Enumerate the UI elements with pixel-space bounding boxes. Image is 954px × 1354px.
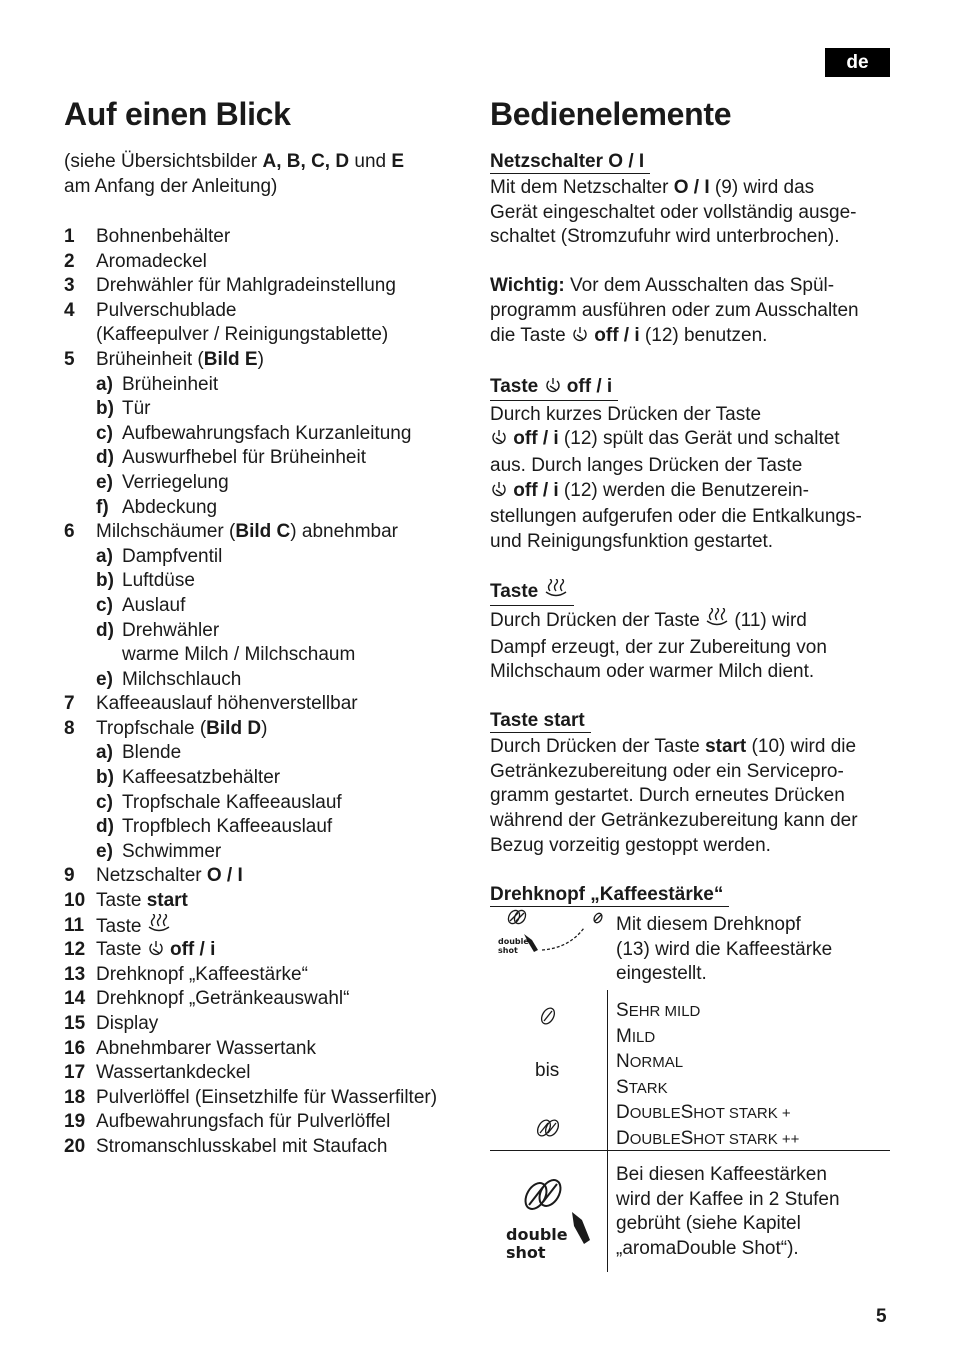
list-item bbox=[64, 889, 474, 914]
section-drehknopf bbox=[490, 883, 890, 909]
list-item-text: Luftdüse bbox=[122, 570, 195, 592]
list-item-text: Drehknopf „Kaffeestärke“ bbox=[96, 963, 308, 985]
list-item bbox=[64, 766, 474, 791]
list-item bbox=[64, 864, 474, 889]
section-netzschalter: Netzschalter O / I Mit dem Netzschalter O / I (9) wird das Gerät eingeschaltet oder vollständig ausge- schaltet (Stromzufuhr wird unterbrochen). bbox=[490, 151, 857, 248]
strength-level: DOUBLESHOT STARK + bbox=[616, 1102, 791, 1124]
list-item bbox=[64, 422, 474, 447]
list-item-text: Pulverlöffel (Einsetzhilfe für Wasserfilter) bbox=[96, 1086, 438, 1108]
power-icon bbox=[490, 480, 508, 506]
list-item-text: Stromanschlusskabel mit Staufach bbox=[96, 1135, 388, 1157]
list-item-number: d) bbox=[96, 816, 114, 838]
section-taste-steam: Taste Durch Drücken der Taste (11) wird Dampf erzeugt, der zur Zubereitung von Milchschaum oder warmer Milch dient. bbox=[490, 580, 827, 683]
list-item-number: e) bbox=[96, 840, 113, 862]
list-item-text: Tropfblech Kaffeeauslauf bbox=[122, 816, 333, 838]
list-item-number: d) bbox=[96, 447, 114, 469]
list-item-text: Kaffeeauslauf höhenverstellbar bbox=[96, 693, 358, 715]
list-item-number: 15 bbox=[64, 1013, 86, 1034]
list-item-number: 16 bbox=[64, 1037, 86, 1059]
strength-level: DOUBLESHOT STARK ++ bbox=[616, 1127, 800, 1149]
steam-icon bbox=[544, 579, 568, 605]
list-item bbox=[64, 643, 474, 668]
page-title-left: Auf einen Blick bbox=[64, 96, 291, 132]
controls-section bbox=[490, 150, 890, 909]
list-item bbox=[64, 250, 474, 275]
list-item bbox=[64, 815, 474, 840]
heading-taste-steam: Taste bbox=[490, 579, 574, 606]
list-item-text: Milchschlauch bbox=[122, 668, 242, 690]
power-icon bbox=[490, 428, 508, 454]
list-item-number: b) bbox=[96, 570, 114, 592]
list-item bbox=[64, 520, 474, 545]
list-item-number: b) bbox=[96, 398, 114, 420]
list-item-text: Display bbox=[96, 1013, 159, 1034]
list-item-text: Tropfschale Kaffeeauslauf bbox=[122, 791, 342, 813]
strength-level: MILD bbox=[616, 1025, 656, 1047]
power-icon bbox=[544, 376, 562, 400]
list-item-number: b) bbox=[96, 767, 114, 789]
list-item-text: Kaffeesatzbehälter bbox=[122, 767, 281, 789]
list-item bbox=[64, 619, 474, 644]
list-item-number: 17 bbox=[64, 1062, 86, 1084]
list-item-number: 2 bbox=[64, 250, 75, 272]
list-item bbox=[64, 840, 474, 865]
list-item bbox=[64, 348, 474, 373]
heading-drehknopf: Drehknopf „Kaffeestärke“ bbox=[490, 884, 729, 907]
list-item-text: Brüheinheit bbox=[122, 373, 219, 395]
strength-level: SEHR MILD bbox=[616, 1000, 701, 1021]
list-item-text: Taste start bbox=[96, 890, 188, 912]
power-icon bbox=[147, 939, 165, 965]
list-item bbox=[64, 1012, 474, 1037]
list-item bbox=[64, 397, 474, 422]
list-item bbox=[64, 692, 474, 717]
list-item-number: 18 bbox=[64, 1086, 86, 1108]
list-item bbox=[64, 717, 474, 742]
list-item-text: Drehwähler für Mahlgradeinstellung bbox=[96, 275, 396, 297]
heading-netzschalter: Netzschalter O / I bbox=[490, 151, 650, 174]
list-item bbox=[64, 914, 474, 939]
list-item bbox=[64, 594, 474, 619]
page-title-right: Bedienelemente bbox=[490, 96, 732, 132]
list-item-number: 19 bbox=[64, 1111, 86, 1133]
steam-icon bbox=[147, 914, 171, 942]
list-item bbox=[64, 373, 474, 398]
list-item-number: 1 bbox=[64, 226, 75, 247]
power-icon bbox=[571, 325, 589, 351]
section-taste-start: Taste start Durch Drücken der Taste start (10) wird die Getränkezubereitung oder ein Servicepro- gramm gestartet. Durch erneutes Drücken während der Getränkezubereitung kann der Bezug vorzeitig gestoppt werden. bbox=[490, 710, 858, 856]
list-item-text: Blende bbox=[122, 742, 182, 764]
list-item-number: 13 bbox=[64, 963, 86, 985]
mild-bean-icon bbox=[538, 1004, 558, 1028]
page-number: 5 bbox=[876, 1306, 887, 1327]
intro-text: (siehe Übersichtsbilder A, B, C, D und E am Anfang der Anleitung) bbox=[64, 151, 405, 197]
list-item-text: Netzschalter O / I bbox=[96, 865, 243, 887]
list-item-text: Abdeckung bbox=[122, 496, 218, 518]
heading-taste-off: Taste off / i bbox=[490, 376, 618, 401]
list-item bbox=[64, 496, 474, 521]
list-item-text: Pulverschublade bbox=[96, 299, 237, 321]
list-item bbox=[64, 545, 474, 570]
list-item bbox=[64, 569, 474, 594]
strength-level: STARK bbox=[616, 1076, 668, 1098]
list-item-number: e) bbox=[96, 471, 113, 493]
strength-level: NORMAL bbox=[616, 1051, 684, 1073]
list-item-number: 14 bbox=[64, 988, 86, 1010]
list-item-number: c) bbox=[96, 791, 113, 813]
list-item-text: Bohnenbehälter bbox=[96, 226, 231, 247]
list-item-number: 9 bbox=[64, 865, 75, 887]
svg-text:double: double bbox=[498, 937, 529, 946]
list-item-number: 10 bbox=[64, 890, 86, 912]
list-item-text: Aufbewahrungsfach Kurzanleitung bbox=[122, 422, 412, 444]
knob-description: Mit diesem Drehknopf (13) wird die Kaffeestärke eingestellt. bbox=[616, 914, 833, 985]
list-item bbox=[64, 791, 474, 816]
list-item-number: 12 bbox=[64, 939, 86, 961]
steam-icon bbox=[705, 608, 729, 636]
list-item-number: 11 bbox=[64, 914, 85, 936]
list-item-number: c) bbox=[96, 594, 113, 616]
list-item-text: Dampfventil bbox=[122, 545, 223, 567]
svg-text:shot: shot bbox=[498, 946, 518, 955]
list-item-number: a) bbox=[96, 373, 113, 395]
list-item-text: warme Milch / Milchschaum bbox=[122, 644, 356, 666]
svg-text:shot: shot bbox=[506, 1243, 546, 1262]
double-shot-icon bbox=[502, 1170, 597, 1262]
table-divider-vertical bbox=[607, 990, 608, 1272]
list-item-text: Brüheinheit (Bild E) bbox=[96, 348, 264, 370]
strength-list bbox=[616, 999, 799, 1153]
list-item-text: Auswurfhebel für Brüheinheit bbox=[122, 447, 366, 469]
list-item-number: a) bbox=[96, 545, 113, 567]
list-item bbox=[64, 1135, 474, 1160]
list-item bbox=[64, 963, 474, 988]
list-item-text: Tropfschale (Bild D) bbox=[96, 717, 268, 739]
list-item-text: Milchschäumer (Bild C) abnehmbar bbox=[96, 521, 398, 543]
list-item-number: d) bbox=[96, 619, 114, 641]
list-item-text: Taste off / i bbox=[96, 938, 215, 965]
list-item-number: 7 bbox=[64, 693, 75, 715]
language-tab: de bbox=[825, 48, 890, 77]
list-item-number: e) bbox=[96, 668, 113, 690]
list-item bbox=[64, 1037, 474, 1062]
section-taste-off: Taste off / i Durch kurzes Drücken der Taste off / i (12) spült das Gerät und schaltet aus. Durch langes Drücken der Taste off / i (12) werden die Benutzerein- stellungen aufgerufen oder die Entkalkungs- und Reinigungsfunktion gestartet. bbox=[490, 375, 862, 552]
heading-taste-start: Taste start bbox=[490, 710, 591, 733]
list-item-number: a) bbox=[96, 742, 113, 764]
svg-text:double: double bbox=[506, 1225, 568, 1244]
list-item-text: (Kaffeepulver / Reinigungstablette) bbox=[96, 324, 389, 346]
list-item-number: 5 bbox=[64, 348, 75, 370]
list-item-text: Aufbewahrungsfach für Pulverlöffel bbox=[96, 1111, 391, 1133]
list-item-text: Schwimmer bbox=[122, 840, 222, 862]
list-item-number: 6 bbox=[64, 521, 75, 543]
list-item bbox=[64, 668, 474, 693]
list-item-text: Aromadeckel bbox=[96, 250, 207, 272]
list-item bbox=[64, 225, 474, 250]
section-wichtig: Wichtig: Vor dem Ausschalten das Spül- programm ausführen oder zum Ausschalten die Taste off / i (12) benutzen. bbox=[490, 274, 890, 350]
list-item-text: Abnehmbarer Wassertank bbox=[96, 1037, 317, 1059]
list-item-text: Drehknopf „Getränkeauswahl“ bbox=[96, 988, 350, 1010]
strength-dial-icon bbox=[494, 908, 606, 958]
list-item bbox=[64, 323, 474, 348]
list-item bbox=[64, 471, 474, 496]
list-item-text: Tür bbox=[122, 398, 151, 420]
list-item bbox=[64, 938, 474, 963]
list-item-text: Wassertankdeckel bbox=[96, 1062, 251, 1084]
parts-list bbox=[64, 225, 474, 1160]
list-item-number: 3 bbox=[64, 275, 75, 297]
list-item bbox=[64, 987, 474, 1012]
list-item bbox=[64, 274, 474, 299]
list-item-number: 4 bbox=[64, 299, 75, 321]
list-item-number: 20 bbox=[64, 1135, 86, 1157]
bis-label: bis bbox=[535, 1060, 560, 1081]
list-item-text: Taste bbox=[96, 914, 171, 942]
list-item bbox=[64, 299, 474, 324]
list-item-number: c) bbox=[96, 422, 113, 444]
list-item-text: Verriegelung bbox=[122, 471, 229, 493]
double-shot-description: Bei diesen Kaffeestärken wird der Kaffee in 2 Stufen gebrüht (siehe Kapitel „aromaDouble Shot“). bbox=[616, 1164, 840, 1259]
list-item bbox=[64, 1086, 474, 1111]
list-item bbox=[64, 1061, 474, 1086]
list-item bbox=[64, 741, 474, 766]
list-item-text: Drehwähler bbox=[122, 619, 220, 641]
list-item bbox=[64, 1110, 474, 1135]
list-item-number: f) bbox=[96, 496, 109, 518]
list-item-number: 8 bbox=[64, 717, 75, 739]
strong-beans-icon bbox=[532, 1115, 564, 1141]
list-item bbox=[64, 446, 474, 471]
list-item-text: Auslauf bbox=[122, 594, 186, 616]
